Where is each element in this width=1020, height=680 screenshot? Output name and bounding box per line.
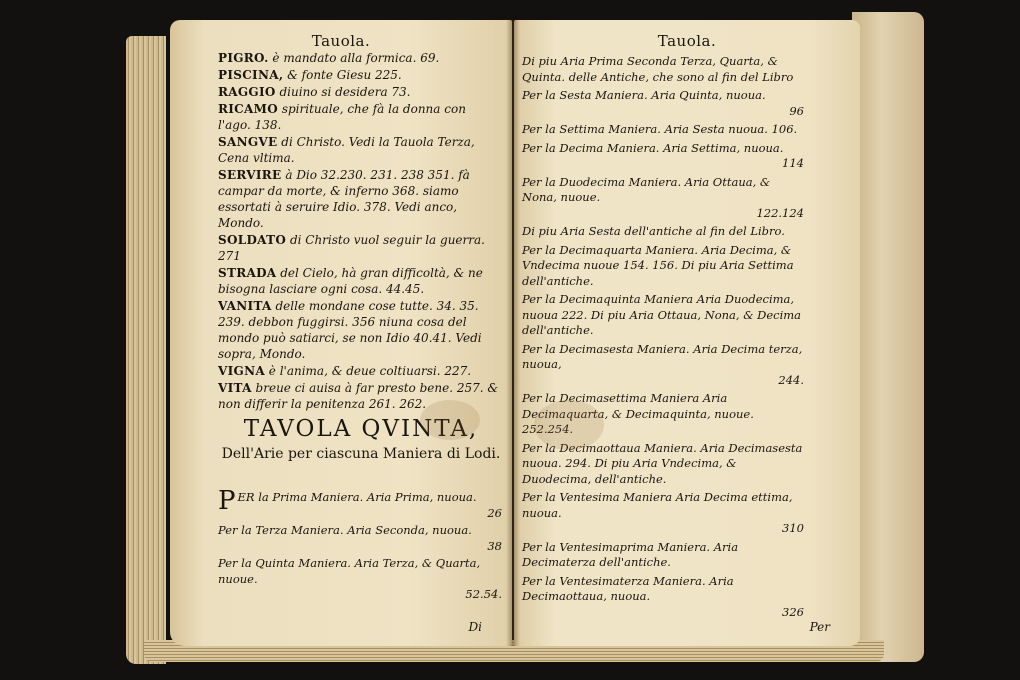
aria-entry: Per la Ventesimaterza Maniera. Aria Decimaottaua, nuoua. 326 — [522, 573, 804, 619]
page-ref: 52.54. — [465, 587, 502, 601]
book-gutter — [506, 20, 520, 646]
aria-entry: Di piu Aria Sesta dell'antiche al fin del Libro. — [522, 224, 785, 238]
index-entry: SOLDATO di Christo vuol seguir la guerra. 271 — [218, 233, 485, 263]
section-subtitle: Dell'Arie per ciascuna Maniera di Lodi. — [221, 446, 501, 462]
book-cover-edge — [852, 12, 924, 662]
paper-stain — [420, 400, 480, 440]
catchword-right: Per — [809, 620, 830, 634]
aria-entry: Per la Terza Maniera. Aria Seconda, nuoua. 38 — [218, 523, 502, 553]
aria-entry: Per la Decimasesta Maniera. Aria Decima terza, nuoua, 244. — [522, 341, 804, 387]
running-head-right: Tauola. — [657, 32, 717, 50]
aria-entry: Per la Decimaquarta Maniera. Aria Decima, & Vndecima nuoue 154. 156. Di piu Aria Settima dell'antiche. — [522, 242, 794, 288]
index-entries-left — [218, 50, 502, 413]
index-entry: VANITA delle mondane cose tutte. 34. 35. 239. debbon fuggirsi. 356 niuna cosa del mondo può satiarci, se non Idio 40.41. Vedi sopra, Mondo. — [218, 299, 482, 361]
page-edges-left — [126, 36, 166, 664]
page-ref: 326 — [782, 604, 804, 619]
paper-stain — [534, 400, 604, 450]
page-ref: 26 — [487, 505, 502, 520]
page-ref: 122.124 — [756, 205, 804, 220]
aria-entry: Per la Duodecima Maniera. Aria Ottaua, & Nona, nuoue. 122.124 — [522, 174, 804, 220]
running-head-left: Tauola. — [311, 32, 371, 50]
drop-cap: P — [218, 486, 236, 516]
page-ref: 38 — [487, 538, 502, 553]
arie-list-left — [218, 486, 502, 605]
left-page — [170, 20, 512, 646]
aria-entry: Per la Decimaottaua Maniera. Aria Decimasesta nuoua. 294. Di piu Aria Vndecima, & Duodecima, dell'antiche. — [522, 440, 803, 486]
index-entry: VIGNA è l'anima, & deue coltiuarsi. 227. — [218, 364, 472, 378]
aria-entry: Per la Decimaquinta Maniera Aria Duodecima, nuoua 222. Di piu Aria Ottaua, Nona, & Decima dell'antiche. — [522, 292, 802, 337]
aria-entry: Per la Sesta Maniera. Aria Quinta, nuoua. 96 — [522, 88, 804, 118]
aria-entry: Per la Quinta Maniera. Aria Terza, & Quarta, nuoue. 52.54. — [218, 556, 502, 601]
page-ref: 114 — [782, 156, 804, 170]
index-entry: RAGGIO diuino si desidera 73. — [218, 85, 411, 99]
catchword-left: Di — [468, 620, 482, 634]
arie-list-right — [522, 54, 804, 623]
index-entry: SANGVE di Christo. Vedi la Tauola Terza, Cena vltima. — [218, 135, 475, 165]
page-ref: 96 — [789, 103, 804, 118]
index-entry: STRADA del Cielo, hà gran difficoltà, & ne bisogna lasciare ogni cosa. 44.45. — [218, 266, 483, 296]
aria-entry: Per la Ventesima Maniera Aria Decima ettima, nuoua. 310 — [522, 490, 804, 535]
aria-entry: PER la Prima Maniera. Aria Prima, nuoua. 26 — [218, 486, 502, 520]
aria-entry: Per la Ventesimaprima Maniera. Aria Decimaterza dell'antiche. — [522, 539, 739, 569]
open-book — [104, 8, 926, 672]
aria-entry: Per la Decimasettima Maniera Aria Decimaquarta, & Decimaquinta, nuoue. 252.254. — [522, 391, 754, 436]
index-entry: RICAMO spirituale, che fà la donna con l'ago. 138. — [218, 102, 466, 132]
index-entry: PISCINA, & fonte Giesu 225. — [218, 68, 402, 82]
index-entry: VITA breue ci auisa à far presto bene. 257. & non differir la penitenza 261. 262. — [218, 381, 499, 411]
index-entry: SERVIRE à Dio 32.230. 231. 238 351. fà campar da morte, & inferno 368. siamo essortati à seruire Idio. 378. Vedi anco, Mondo. — [218, 168, 470, 230]
aria-entry: Di piu Aria Prima Seconda Terza, Quarta, & Quinta. delle Antiche, che sono al fin del Libro — [522, 54, 794, 84]
page-ref: 244. — [778, 372, 804, 387]
aria-entry: Per la Decima Maniera. Aria Settima, nuoua. 114 — [522, 140, 804, 170]
index-entry: PIGRO. è mandato alla formica. 69. — [218, 51, 440, 65]
aria-entry: Per la Settima Maniera. Aria Sesta nuoua. 106. — [522, 122, 798, 136]
page-ref: 310 — [782, 521, 804, 535]
page-ref: 106. — [771, 122, 798, 136]
section-title: TAVOLA QVINTA, — [243, 416, 479, 442]
right-page — [514, 20, 860, 646]
